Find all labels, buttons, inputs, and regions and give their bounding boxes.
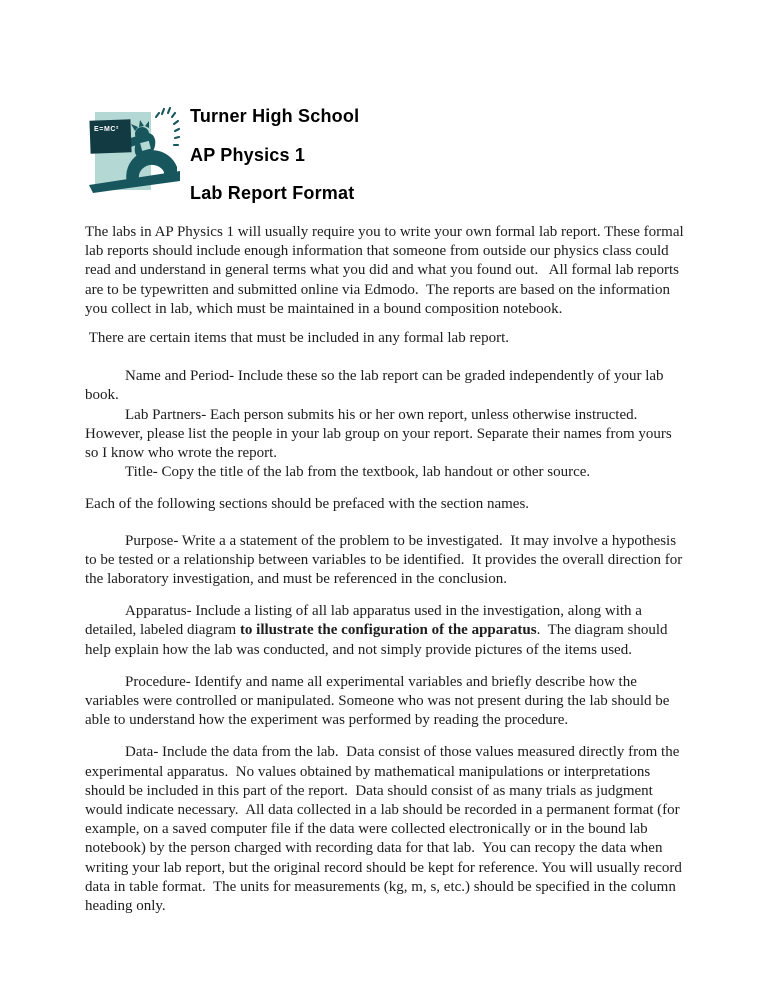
apparatus-text-bold: to illustrate the configuration of the apparatus <box>239 622 537 639</box>
paragraph-lab-partners: Lab Partners- Each person submits his or her own report, unless otherwise instructed. However, please list the people in your lab group on your report. Separate their names from yours so I know who wrote the report. <box>85 406 676 462</box>
paragraph-purpose: Purpose- Write a a statement of the problem to be investigated. It may involve a hypothesis to be tested or a relationship between variables to be identified. It provides the overall direction for the laboratory investigation, and must be referenced in the conclusion. <box>85 532 687 588</box>
apparatus-text-pre: Apparatus- Include a listing of all lab apparatus used in the investigation, along with a detailed, labeled diagram <box>85 603 646 639</box>
excitement-dashes-icon <box>156 108 179 145</box>
emc2-board-text: E=MC² <box>94 126 119 133</box>
blackboard <box>89 119 131 153</box>
paragraph-procedure: Procedure- Identify and name all experimental variables and briefly describe how the variables were controlled or manipulated. Someone who was not present during the lab should be able to understand how the experiment was performed by reading the procedure. <box>85 673 674 729</box>
document-body <box>85 223 688 916</box>
document-title: Lab Report Format <box>190 183 355 203</box>
paragraph-sections-note: Each of the following sections should be prefaced with the section names. <box>85 496 530 513</box>
school-name: Turner High School <box>190 106 360 126</box>
paragraph-items-note: There are certain items that must be included in any formal lab report. <box>85 330 510 347</box>
paragraph-name-period: Name and Period- Include these so the lab report can be graded independently of your lab book. <box>85 368 668 404</box>
einstein-logo <box>85 100 185 196</box>
document-header <box>85 100 685 203</box>
paragraph-intro: The labs in AP Physics 1 will usually require you to write your own formal lab report. These formal lab reports should include enough information that someone from outside our physics class could read and understand in general terms what you did and what you found out. All formal lab reports are to be typewritten and submitted online via Edmodo. The reports are based on the information you collect in lab, which must be maintained in a bound composition notebook. <box>85 224 688 317</box>
einstein-logo-art <box>85 100 185 196</box>
paragraph-title-item: Title- Copy the title of the lab from the textbook, lab handout or other source. <box>125 464 591 481</box>
blackboard-panel <box>89 119 131 153</box>
paragraph-data: Data- Include the data from the lab. Data consist of those values measured directly from the experimental apparatus. No values obtained by mathematical manipulations or interpretations should be included in this part of the report. Data should consist of as many trials as judgment would indicate necessary. All data collected in a lab should be recorded in a permanent format (for example, on a saved computer file if the data were collected electronically or in the bound lab notebook) by the person charged with recording data for that lab. You can recopy the data when writing your lab report, but the original record should be kept for reference. You will usually record data in table format. The units for measurements (kg, m, s, etc.) should be specified in the column heading only. <box>85 744 686 915</box>
course-name: AP Physics 1 <box>190 144 306 165</box>
paragraph-apparatus <box>85 602 685 660</box>
apparatus-text-post: . The diagram should help explain how the lab was conducted, and not simply provide pictures of the items used. <box>85 622 672 658</box>
header-titles <box>190 100 359 203</box>
